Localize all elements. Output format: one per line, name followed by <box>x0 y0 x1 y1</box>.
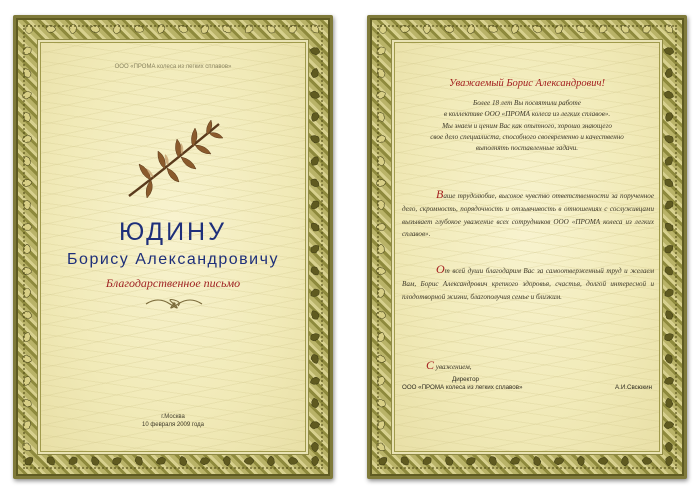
holly-leaf-icon <box>132 454 145 467</box>
holly-leaf-icon <box>552 22 566 36</box>
holly-leaf-icon <box>309 67 321 79</box>
holly-leaf-icon <box>308 22 322 36</box>
holly-leaf-icon <box>21 309 33 321</box>
holly-leaf-icon <box>662 22 676 36</box>
laurel-branch-icon <box>121 114 231 204</box>
holly-leaf-icon <box>642 456 653 467</box>
signature-organization: ООО «ПРОМА колеса из легких сплавов» <box>402 384 523 391</box>
signature-name: А.И.Свсюкин <box>614 384 652 391</box>
holly-leaf-icon <box>264 22 278 36</box>
holly-leaf-icon <box>20 44 34 58</box>
holly-leaf-icon <box>155 455 168 468</box>
intro-line: в коллективе ООО «ПРОМА колеса из легких сплавов». <box>443 110 611 119</box>
holly-leaf-icon <box>442 454 456 468</box>
holly-leaf-icon <box>663 455 674 466</box>
holly-leaf-icon <box>177 455 189 467</box>
holly-leaf-icon <box>486 454 499 467</box>
holly-leaf-icon <box>22 266 33 277</box>
regards-text: уважением, <box>434 363 472 371</box>
holly-leaf-icon <box>618 22 632 36</box>
holly-leaf-icon <box>663 67 675 79</box>
holly-leaf-icon <box>22 200 33 211</box>
holly-leaf-icon <box>89 23 101 35</box>
organization-header: ООО «ПРОМА колеса из легких сплавов» <box>114 64 232 70</box>
holly-leaf-icon <box>531 455 543 467</box>
holly-leaf-icon <box>22 222 32 232</box>
holly-leaf-icon <box>288 456 299 467</box>
holly-leaf-icon <box>309 397 321 409</box>
holly-leaf-icon <box>398 454 412 468</box>
holly-leaf-icon <box>67 23 78 34</box>
holly-leaf-icon <box>530 22 544 36</box>
holly-leaf-icon <box>21 331 34 344</box>
paragraph-text: т всей души благодарим Вас за самоотверженный труд и желаем Вам, Борис Александрович крепкого здоровья, счастья, долгой интересной и плодотворной жизни, благополучия семье и близким. <box>402 267 654 301</box>
holly-leaf-icon <box>44 454 58 468</box>
holly-leaf-icon <box>376 454 390 468</box>
holly-leaf-icon <box>378 24 388 34</box>
holly-leaf-icon <box>663 45 675 57</box>
holly-leaf-icon <box>20 418 34 432</box>
holly-leaf-icon <box>375 309 387 321</box>
holly-leaf-icon <box>662 154 676 168</box>
holly-leaf-icon <box>20 440 34 454</box>
holly-leaf-icon <box>22 244 32 254</box>
holly-leaf-icon <box>310 442 321 453</box>
cover-content-area <box>37 39 309 455</box>
holly-leaf-icon <box>221 455 232 466</box>
holly-leaf-icon <box>662 176 676 190</box>
holly-leaf-icon <box>575 455 586 466</box>
holly-leaf-icon <box>20 352 33 365</box>
document-type-title: Благодарственное письмо <box>105 276 241 290</box>
drop-initial: О <box>436 262 445 276</box>
holly-leaf-icon <box>374 396 388 410</box>
holly-leaf-icon <box>308 308 322 322</box>
holly-leaf-icon <box>376 200 387 211</box>
holly-leaf-icon <box>21 133 34 146</box>
holly-leaf-icon <box>374 88 387 101</box>
paragraph-text: аше трудолюбие, высокое чувство ответственности за порученное дело, скромность, порядочность и отзывчивость в отношениях с сослуживцами вызывает глубокое уважение всех сотрудников ООО «ПРОМА колеса из легких сплавов». <box>402 192 654 239</box>
holly-leaf-icon <box>374 352 387 365</box>
holly-leaf-icon <box>20 396 34 410</box>
holly-leaf-icon <box>662 264 676 278</box>
holly-leaf-icon <box>309 45 321 57</box>
holly-leaf-icon <box>443 23 455 35</box>
holly-leaf-icon <box>21 177 33 189</box>
holly-leaf-icon <box>420 454 434 468</box>
holly-leaf-icon <box>110 454 123 467</box>
holly-leaf-icon <box>21 287 33 299</box>
holly-leaf-icon <box>220 22 234 36</box>
holly-leaf-icon <box>309 455 320 466</box>
holly-leaf-icon <box>375 133 388 146</box>
recipient-surname: ЮДИНУ <box>119 218 227 246</box>
holly-leaf-icon <box>662 308 676 322</box>
holly-leaf-icon <box>596 22 610 36</box>
holly-leaf-icon <box>308 154 322 168</box>
holly-leaf-icon <box>133 23 146 36</box>
holly-leaf-icon <box>663 375 675 387</box>
holly-leaf-icon <box>20 66 34 80</box>
holly-leaf-icon <box>464 454 477 467</box>
holly-leaf-icon <box>24 24 34 34</box>
holly-leaf-icon <box>465 23 477 35</box>
intro-line: Более 18 лет Вы посвятили работе <box>473 99 581 107</box>
holly-leaf-icon <box>663 419 674 430</box>
holly-leaf-icon <box>374 418 388 432</box>
holly-leaf-icon <box>46 24 57 35</box>
holly-leaf-icon <box>374 66 388 80</box>
wishes-paragraph <box>402 262 654 303</box>
holly-leaf-icon <box>374 44 388 58</box>
holly-leaf-icon <box>308 264 322 278</box>
holly-leaf-icon <box>309 353 322 366</box>
holly-leaf-icon <box>154 22 167 35</box>
holly-leaf-icon <box>374 110 387 123</box>
holly-leaf-icon <box>308 132 322 146</box>
closing-regards <box>426 358 472 373</box>
holly-leaf-icon <box>309 419 320 430</box>
holly-leaf-icon <box>662 198 676 212</box>
holly-leaf-icon <box>421 23 432 34</box>
holly-leaf-icon <box>375 287 387 299</box>
signature-title: Директор <box>452 376 479 383</box>
holly-leaf-icon <box>308 286 322 300</box>
holly-leaf-icon <box>308 176 322 190</box>
holly-leaf-icon <box>487 23 500 36</box>
holly-leaf-icon <box>662 132 676 146</box>
holly-leaf-icon <box>22 454 36 468</box>
gratitude-paragraph <box>402 187 654 241</box>
intro-line: выполнять поставленные задачи. <box>475 144 579 153</box>
recipient-full-name: Борису Александровичу <box>67 251 279 268</box>
holly-leaf-icon <box>663 89 676 102</box>
intro-line: Мы знаем и ценим Вас как опытного, хорошо знающего <box>442 121 612 130</box>
holly-leaf-icon <box>663 353 676 366</box>
drop-initial: С <box>426 358 435 372</box>
holly-leaf-icon <box>308 242 322 256</box>
holly-leaf-icon <box>20 110 33 123</box>
holly-leaf-icon <box>640 22 654 36</box>
letter-body-page <box>367 15 687 479</box>
holly-leaf-icon <box>664 442 675 453</box>
holly-leaf-icon <box>176 22 190 36</box>
holly-leaf-icon <box>244 456 255 467</box>
holly-leaf-icon <box>88 454 102 468</box>
letter-content-area <box>391 39 663 455</box>
holly-leaf-icon <box>598 456 609 467</box>
flourish-ornament-icon <box>142 296 206 312</box>
holly-leaf-icon <box>309 89 322 102</box>
holly-leaf-icon <box>308 330 321 343</box>
holly-leaf-icon <box>375 177 387 189</box>
holly-leaf-icon <box>375 155 387 167</box>
holly-leaf-icon <box>20 374 33 387</box>
holly-leaf-icon <box>375 331 388 344</box>
holly-leaf-icon <box>620 456 630 466</box>
holly-leaf-icon <box>574 22 588 36</box>
holly-leaf-icon <box>309 375 321 387</box>
holly-leaf-icon <box>21 155 33 167</box>
holly-leaf-icon <box>242 22 256 36</box>
holly-leaf-icon <box>508 22 521 35</box>
holly-leaf-icon <box>20 88 33 101</box>
holly-leaf-icon <box>376 266 387 277</box>
holly-leaf-icon <box>662 286 676 300</box>
holly-leaf-icon <box>663 397 675 409</box>
holly-leaf-icon <box>266 456 276 466</box>
holly-leaf-icon <box>286 22 300 36</box>
holly-leaf-icon <box>509 455 522 468</box>
holly-leaf-icon <box>199 455 211 467</box>
letter-cover-page <box>13 15 333 479</box>
drop-initial: В <box>436 187 444 201</box>
holly-leaf-icon <box>111 23 123 35</box>
intro-line: свое дело специалиста, способного своевременно и качественно <box>430 132 624 141</box>
issue-date: 10 февраля 2009 года <box>141 422 204 428</box>
holly-leaf-icon <box>376 222 386 232</box>
holly-leaf-icon <box>374 440 388 454</box>
holly-leaf-icon <box>662 242 676 256</box>
holly-leaf-icon <box>662 330 675 343</box>
holly-leaf-icon <box>374 374 387 387</box>
holly-leaf-icon <box>198 22 212 36</box>
holly-leaf-icon <box>376 244 386 254</box>
issue-city: г.Москва <box>161 414 185 420</box>
holly-leaf-icon <box>662 110 675 123</box>
intro-text <box>404 98 650 154</box>
holly-leaf-icon <box>66 454 80 468</box>
holly-leaf-icon <box>308 198 322 212</box>
holly-leaf-icon <box>308 110 321 123</box>
holly-leaf-icon <box>553 455 565 467</box>
holly-leaf-icon <box>662 220 676 234</box>
holly-leaf-icon <box>308 220 322 234</box>
letter-greeting: Уважаемый Борис Александрович! <box>449 78 605 89</box>
holly-leaf-icon <box>400 24 411 35</box>
